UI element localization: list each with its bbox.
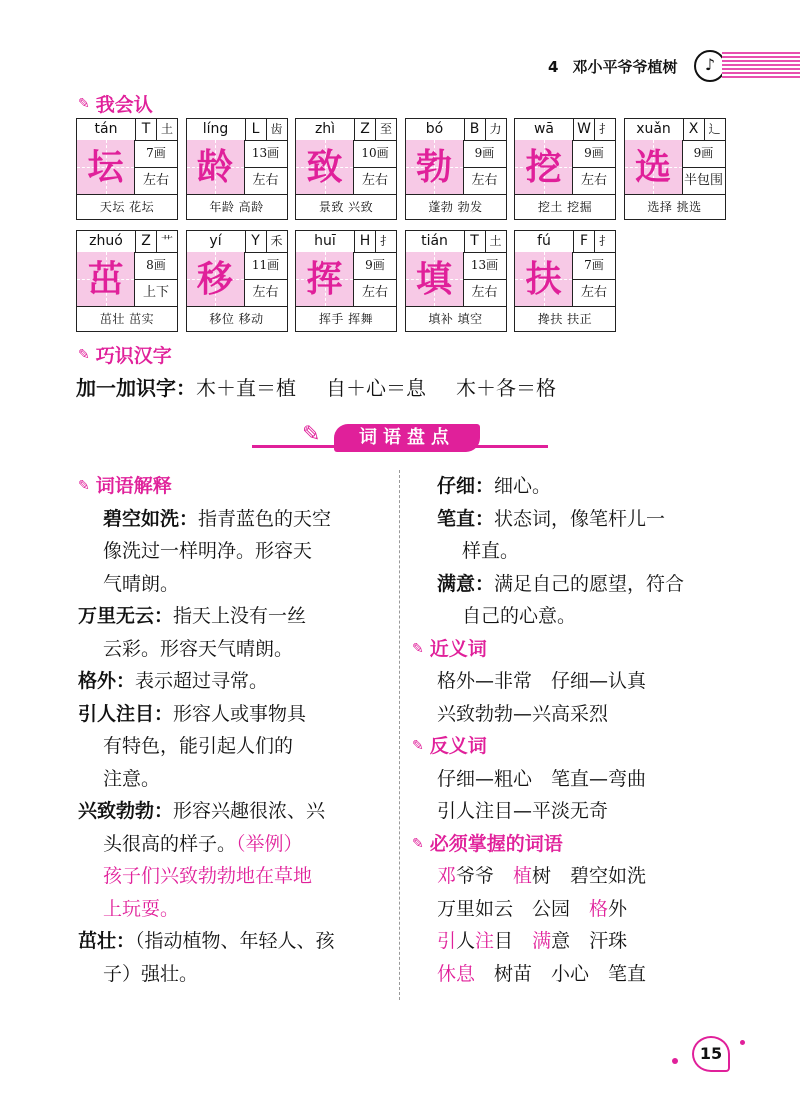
pencil-icon: ✎ [412, 835, 424, 852]
character-box [296, 252, 354, 306]
structure: 左右 [471, 173, 498, 188]
section-explain: ✎ 词语解释 [78, 470, 394, 503]
stroke-count: 10画 [354, 140, 396, 168]
structure: 左右 [252, 285, 279, 300]
card-header [515, 119, 615, 141]
initial-letter: W [573, 119, 594, 140]
char-card-填 [405, 230, 507, 332]
pinyin: fú [537, 233, 551, 249]
chapter-header [548, 56, 691, 77]
stroke-count: 9画 [464, 140, 506, 168]
char-card-勃 [405, 118, 507, 220]
synonym-line: 兴致勃勃—兴高采烈 [437, 702, 609, 725]
pencil-icon: ✎ [78, 95, 90, 112]
initial-letter: F [573, 231, 594, 252]
decor-dot [740, 1040, 745, 1045]
entry: 笔直：状态词，像笔杆儿一 [437, 507, 666, 530]
decor-dot [672, 1058, 678, 1064]
pencil-icon: ✎ [78, 478, 90, 494]
char-card-选 [624, 118, 726, 220]
char-card-茁 [76, 230, 178, 332]
character-box [187, 252, 245, 306]
chapter-title: 邓小平爷爷植树 [572, 58, 678, 76]
radical: 齿 [266, 119, 287, 140]
section-synonyms: ✎ 近义词 [412, 633, 742, 666]
entry-line: 像洗过一样明净。形容天 [103, 540, 313, 562]
left-column [78, 470, 394, 990]
initial-letter: B [464, 119, 485, 140]
structure: 左右 [580, 173, 607, 188]
char-card-移 [186, 230, 288, 332]
radical: 辶 [704, 119, 725, 140]
char-card-扶 [514, 230, 616, 332]
structure: 左右 [252, 173, 279, 188]
radical: 艹 [156, 231, 177, 252]
radical: 扌 [594, 119, 615, 140]
antonym-line: 引人注目—平淡无奇 [437, 800, 609, 822]
entry: 万里无云：指天上没有一丝 [78, 605, 307, 627]
entry-line: 头很高的样子。（举例） [103, 832, 303, 855]
vocabulary-banner: 词语盘点 [334, 424, 480, 452]
character: 茁 [87, 258, 124, 300]
initial-letter: Z [354, 119, 375, 140]
structure: 上下 [142, 285, 169, 300]
character-box [296, 140, 354, 194]
example-words: 选择 挑选 [625, 194, 725, 220]
pinyin: wā [533, 121, 555, 137]
card-header [625, 119, 725, 141]
initial-letter: Y [245, 231, 266, 252]
pinyin: tián [421, 233, 448, 249]
character-box [625, 140, 683, 194]
stroke-count: 9画 [354, 252, 396, 280]
entry: 兴致勃勃：形容兴趣很浓、兴 [78, 800, 326, 822]
initial-letter: X [683, 119, 704, 140]
entry-line: 注意。 [103, 767, 161, 790]
stroke-count: 9画 [683, 140, 725, 168]
radical: 扌 [375, 231, 396, 252]
structure: 半包围 [683, 173, 723, 188]
example-line: 孩子们兴致勃勃地在草地 [103, 865, 313, 887]
character: 填 [415, 258, 452, 300]
structure: 左右 [580, 285, 607, 300]
card-header [187, 119, 287, 141]
card-header [296, 231, 396, 253]
pinyin: líng [202, 121, 229, 137]
character-box [406, 140, 464, 194]
stroke-count: 7画 [135, 140, 177, 168]
entry-line: 有特色，能引起人们的 [103, 735, 294, 757]
pinyin: bó [425, 121, 444, 137]
card-header [406, 119, 506, 141]
section-must-know: ✎ 必须掌握的词语 [412, 828, 742, 861]
example-words: 景致 兴致 [296, 194, 396, 220]
section-recognize: ✎ 我会认 [78, 94, 153, 116]
card-header [77, 119, 177, 141]
card-header [296, 119, 396, 141]
entry: 引人注目：形容人或事物具 [78, 702, 307, 725]
radical: 土 [156, 119, 177, 140]
entry-line: 云彩。形容天气晴朗。 [103, 637, 294, 660]
example-words: 填补 填空 [406, 306, 506, 332]
structure: 左右 [361, 285, 388, 300]
stroke-count: 11画 [245, 252, 287, 280]
character: 龄 [196, 146, 233, 188]
example-words: 搀扶 扶正 [515, 306, 615, 332]
character-box [515, 140, 573, 194]
chapter-number: 4 [548, 58, 559, 76]
guitar-icon: ✎ [302, 422, 321, 447]
character: 移 [196, 258, 233, 300]
column-divider [399, 470, 400, 1000]
stroke-count: 9画 [573, 140, 615, 168]
must-know-line: 邓爷爷 植树 碧空如洗 [437, 865, 647, 887]
example-words: 挖土 挖掘 [515, 194, 615, 220]
character: 选 [634, 146, 671, 188]
entry: 仔细：细心。 [437, 475, 552, 497]
example-words: 蓬勃 勃发 [406, 194, 506, 220]
char-card-坛 [76, 118, 178, 220]
pinyin: huī [314, 233, 336, 249]
section-antonyms: ✎ 反义词 [412, 730, 742, 763]
pinyin: zhì [314, 121, 336, 137]
pinyin: tán [94, 121, 118, 137]
card-header [515, 231, 615, 253]
pencil-icon: ✎ [78, 346, 90, 363]
radical: 力 [485, 119, 506, 140]
mascot-icon: ♪ [694, 50, 726, 82]
character-box [406, 252, 464, 306]
card-header [77, 231, 177, 253]
char-card-龄 [186, 118, 288, 220]
character: 致 [306, 146, 343, 188]
character: 勃 [415, 146, 452, 188]
pencil-icon: ✎ [412, 738, 424, 754]
entry: 满意：满足自己的愿望，符合 [437, 572, 685, 595]
character: 挥 [306, 258, 343, 300]
example-words: 移位 移动 [187, 306, 287, 332]
initial-letter: T [464, 231, 485, 252]
example-words: 挥手 挥舞 [296, 306, 396, 332]
synonym-line: 格外—非常 仔细—认真 [437, 670, 647, 692]
entry: 格外：表示超过寻常。 [78, 670, 269, 692]
entry-line: 气晴朗。 [103, 572, 180, 595]
character-box [77, 252, 135, 306]
example-words: 年龄 高龄 [187, 194, 287, 220]
initial-letter: H [354, 231, 375, 252]
stroke-count: 13画 [464, 252, 506, 280]
page-number: 15 [692, 1036, 730, 1072]
radical: 至 [375, 119, 396, 140]
initial-letter: Z [135, 231, 156, 252]
pinyin: yí [209, 233, 222, 249]
entry: 茁壮：（指动植物、年轻人、孩 [78, 930, 335, 952]
stroke-count: 13画 [245, 140, 287, 168]
entry-line: 样直。 [462, 540, 520, 562]
radical: 禾 [266, 231, 287, 252]
structure: 左右 [142, 173, 169, 188]
stroke-count: 7画 [573, 252, 615, 280]
pinyin: zhuó [89, 233, 123, 249]
pencil-icon: ✎ [412, 640, 424, 657]
radical: 扌 [594, 231, 615, 252]
structure: 左右 [471, 285, 498, 300]
character: 扶 [525, 258, 562, 300]
character-box [77, 140, 135, 194]
card-header [406, 231, 506, 253]
header-stripe [722, 52, 800, 78]
identify-line: 加一加识字：木＋直＝植 自＋心＝息 木＋各＝格 [76, 376, 556, 400]
pinyin: xuǎn [636, 121, 671, 137]
char-card-致 [295, 118, 397, 220]
character: 坛 [87, 146, 124, 188]
example-words: 天坛 花坛 [77, 194, 177, 220]
must-know-line: 休息 树苗 小心 笔直 [437, 962, 647, 985]
initial-letter: T [135, 119, 156, 140]
character-box [515, 252, 573, 306]
stroke-count: 8画 [135, 252, 177, 280]
section-identify: ✎ 巧识汉字 [78, 345, 172, 367]
radical: 土 [485, 231, 506, 252]
antonym-line: 仔细—粗心 笔直—弯曲 [437, 767, 647, 790]
character: 挖 [525, 146, 562, 188]
initial-letter: L [245, 119, 266, 140]
example-line: 上玩耍。 [103, 897, 180, 920]
right-column [412, 470, 742, 990]
must-know-line: 万里如云 公园 格外 [437, 897, 628, 920]
entry-line: 子）强壮。 [103, 962, 199, 985]
example-words: 茁壮 茁实 [77, 306, 177, 332]
character-box [187, 140, 245, 194]
structure: 左右 [361, 173, 388, 188]
char-card-挖 [514, 118, 616, 220]
must-know-line: 引人注目 满意 汗珠 [437, 930, 628, 952]
entry-line: 自己的心意。 [462, 605, 577, 627]
entry: 碧空如洗：指青蓝色的天空 [103, 507, 332, 530]
char-card-挥 [295, 230, 397, 332]
card-header [187, 231, 287, 253]
